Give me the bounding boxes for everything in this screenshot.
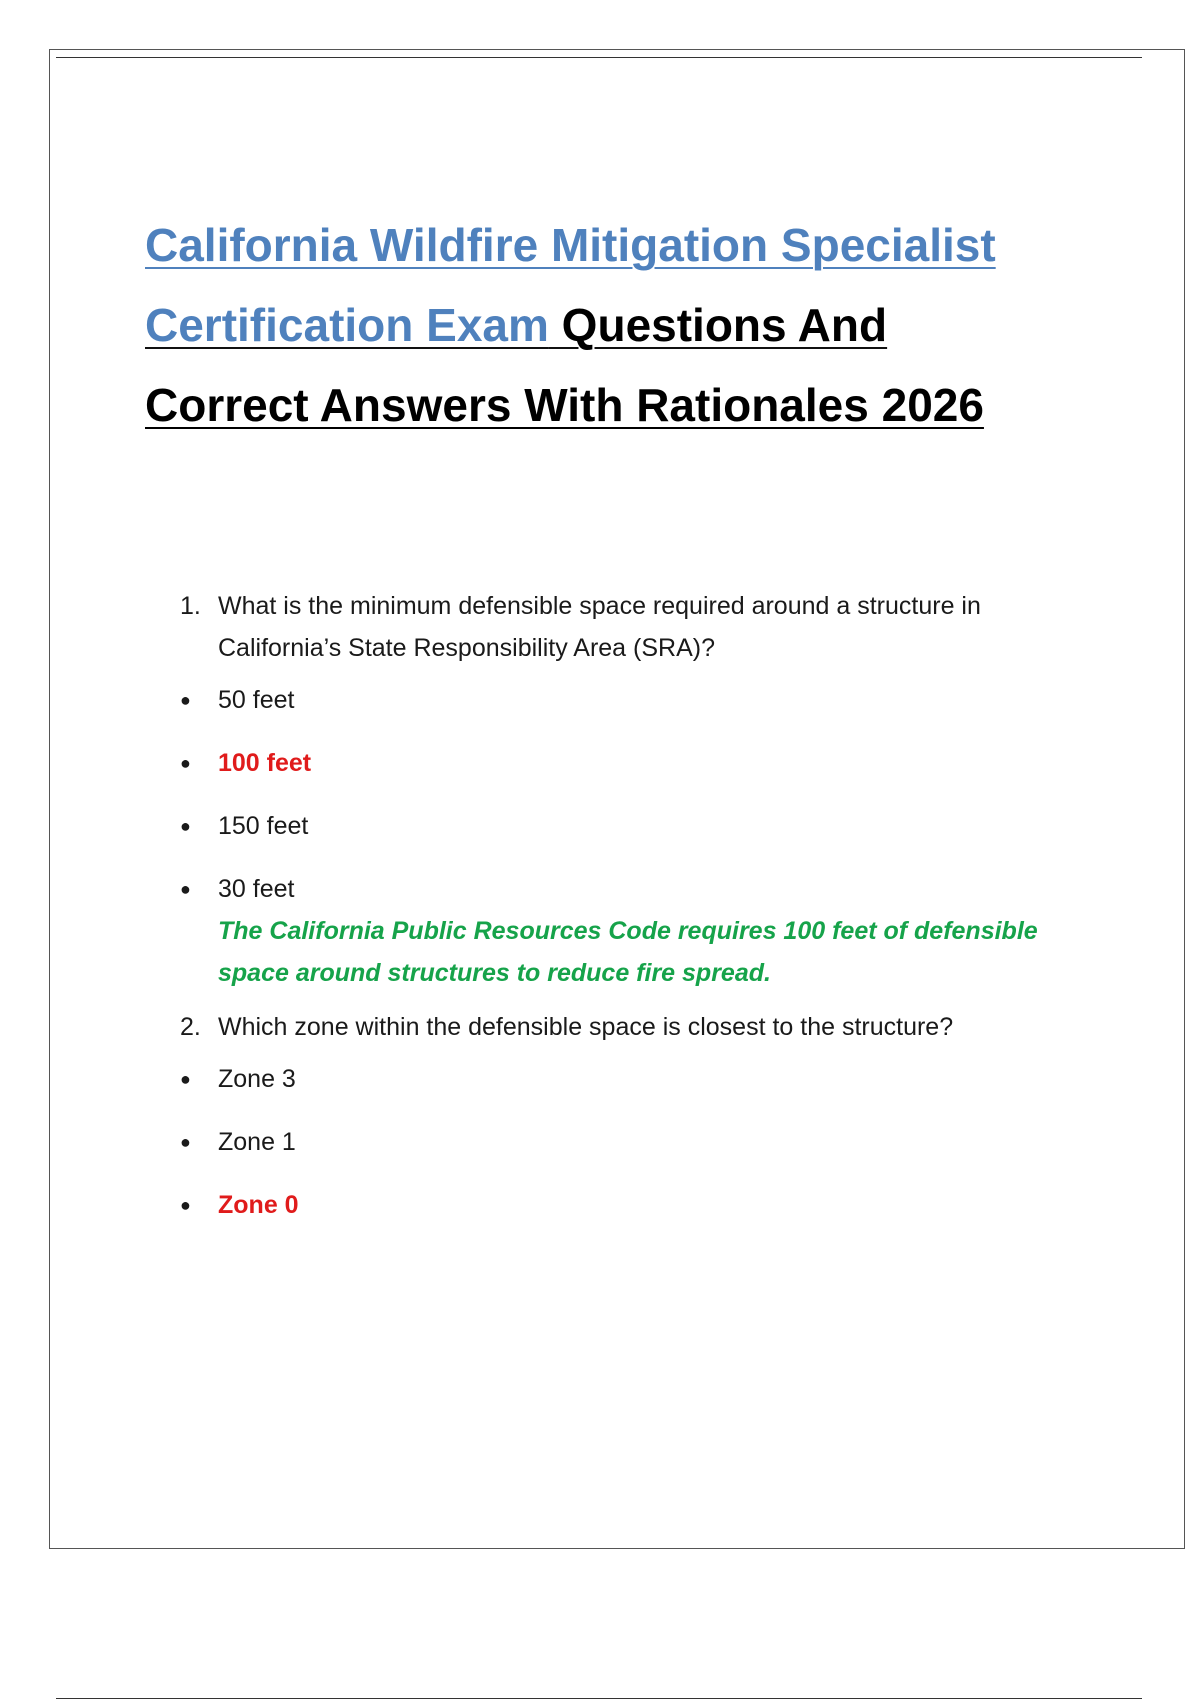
question-1: [180, 585, 1080, 669]
document-title: [145, 205, 1095, 445]
title-line-2-black: Questions And: [548, 299, 888, 351]
option-text: 30 feet: [218, 875, 295, 903]
bottom-rule: [56, 1698, 1142, 1699]
question-number: 1.: [180, 592, 201, 620]
option-text: 150 feet: [218, 812, 309, 840]
option-item: [180, 868, 1080, 910]
option-text: 100 feet: [218, 749, 312, 777]
question-text: What is the minimum defensible space required around a structure in California’s State Responsibility Area (SRA)?: [218, 592, 981, 662]
bullet-icon: ●: [180, 690, 191, 710]
option-item: [180, 1058, 1080, 1100]
question-text: Which zone within the defensible space is closest to the structure?: [218, 1013, 954, 1041]
option-text: Zone 0: [218, 1191, 299, 1219]
question-number: 2.: [180, 1013, 201, 1041]
option-item: [180, 1121, 1080, 1163]
title-line-2-blue: Certification Exam: [145, 299, 549, 351]
rationale-text: The California Public Resources Code requires 100 feet of defensible space around structures to reduce fire spread.: [218, 917, 1038, 987]
bullet-icon: ●: [180, 1195, 191, 1215]
questions-list: [180, 585, 1080, 1247]
question-2: [180, 1006, 1080, 1048]
bullet-icon: ●: [180, 816, 191, 836]
option-text: 50 feet: [218, 686, 295, 714]
bullet-icon: ●: [180, 753, 191, 773]
title-line-3: Correct Answers With Rationales 2026: [145, 379, 984, 431]
bullet-icon: ●: [180, 1069, 191, 1089]
top-rule: [56, 57, 1142, 58]
option-text: Zone 3: [218, 1065, 296, 1093]
title-line-2: [145, 299, 887, 351]
option-item-correct: [180, 742, 1080, 784]
title-line-1: California Wildfire Mitigation Specialist: [145, 219, 996, 271]
bullet-icon: ●: [180, 1132, 191, 1152]
option-item-correct: [180, 1184, 1080, 1226]
bullet-icon: ●: [180, 879, 191, 899]
option-text: Zone 1: [218, 1128, 296, 1156]
option-item: [180, 679, 1080, 721]
option-item: [180, 805, 1080, 847]
